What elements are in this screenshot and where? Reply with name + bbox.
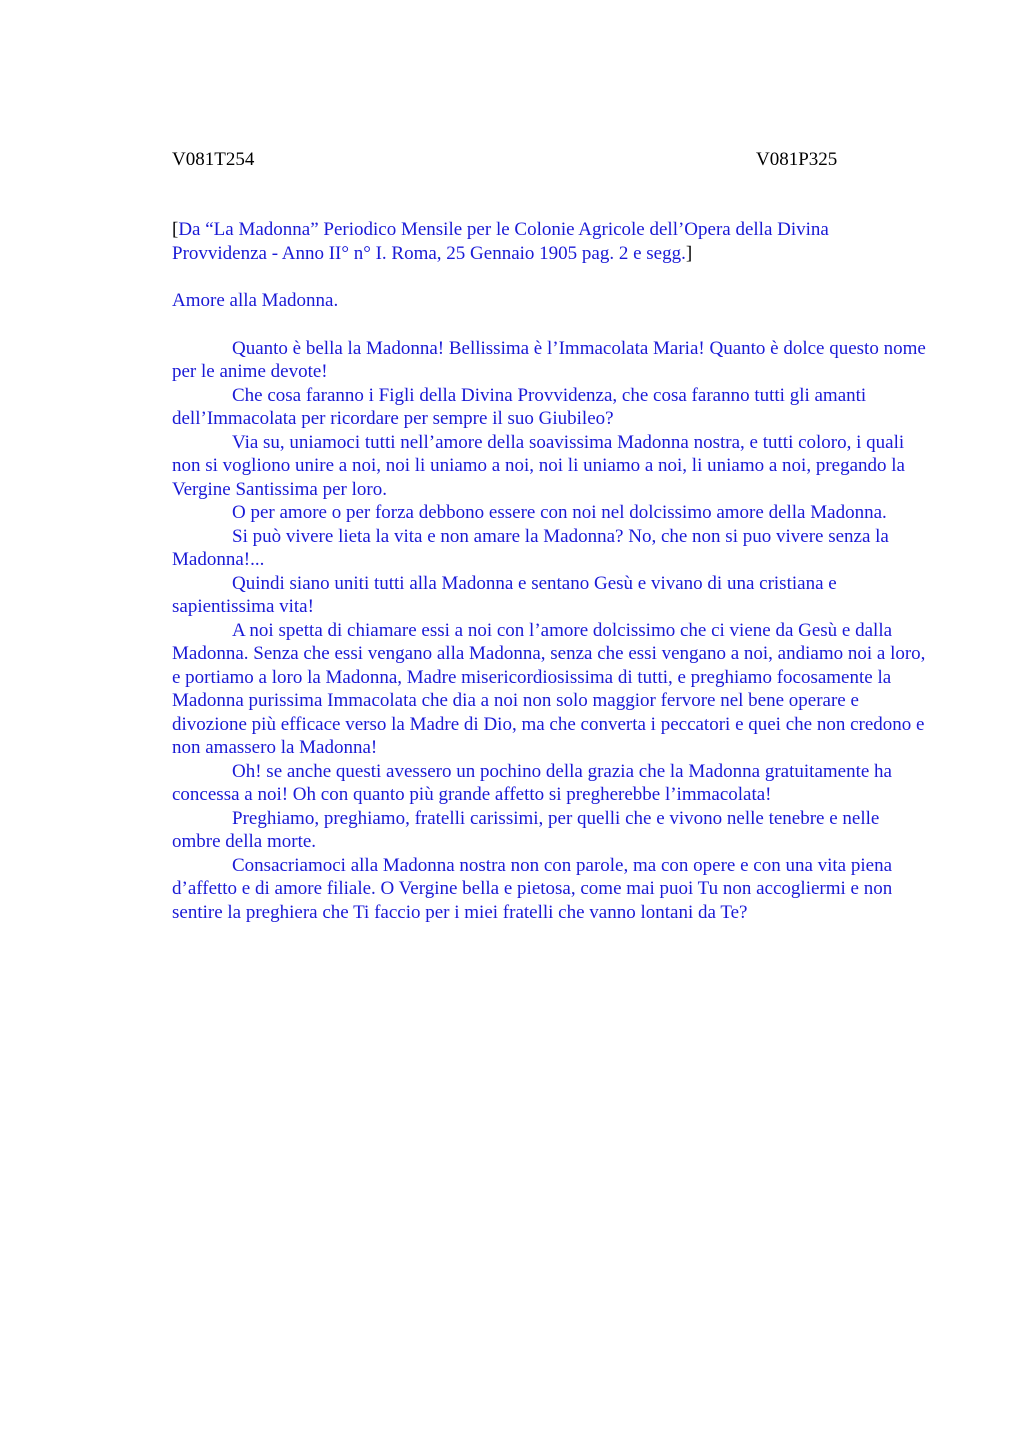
source-open-bracket: [ (172, 219, 179, 240)
source-close-bracket: ] (685, 242, 693, 264)
source-citation (172, 218, 928, 265)
paragraph-4: O per amore o per forza debbono essere con noi nel dolcissimo amore della Madonna. (232, 502, 887, 523)
paragraph-6: Quindi siano uniti tutti alla Madonna e sentano Gesù e vivano di una cristiana e sapientissima vita! (172, 572, 837, 617)
source-citation-text: Da “La Madonna” Periodico Mensile per le Colonie Agricole dell’Opera della Divina Provvidenza - Anno II° n° I. Roma, 25 Gennaio 1905 pag. 2 e segg. (172, 219, 829, 264)
paragraph-3: Via su, uniamoci tutti nell’amore della soavissima Madonna nostra, e tutti coloro, i quali non si vogliono unire a noi, noi li uniamo a noi, noi li uniamo a noi, li uniamo a noi, pregando la Vergine Santissima per loro. (172, 431, 905, 500)
paragraph-5: Si può vivere lieta la vita e non amare la Madonna? No, che non si puo vivere senza la Madonna!... (172, 525, 889, 570)
paragraph-1: Quanto è bella la Madonna! Bellissima è l’Immacolata Maria! Quanto è dolce questo nome per le anime devote! (172, 337, 926, 382)
document-code-left: V081T254 (172, 149, 255, 170)
paragraph-9: Preghiamo, preghiamo, fratelli carissimi, per quelli che e vivono nelle tenebre e nelle ombre della morte. (172, 807, 880, 852)
paragraph-7: A noi spetta di chiamare essi a noi con l’amore dolcissimo che ci viene da Gesù e dalla Madonna. Senza che essi vengano alla Madonna, senza che essi vengano a noi, andiamo noi a loro, e portiamo a loro la Madonna, Madre misericordiosissima di tutti, e preghiamo focosamente la Madonna purissima Immacolata che dia a noi non solo maggior fervore nel bene operare e divozione più efficace verso la Madre di Dio, ma che converta i peccatori e quei che non credono e non amassero la Madonna! (172, 619, 926, 758)
document-code-right: V081P325 (756, 149, 838, 170)
paragraph-10: Consacriamoci alla Madonna nostra non con parole, ma con opere e con una vita piena d’affetto e di amore filiale. O Vergine bella e pietosa, come mai puoi Tu non accogliermi e non sentire la preghiera che Ti faccio per i miei fratelli che vanno lontani da Te? (172, 854, 893, 923)
paragraph-2: Che cosa faranno i Figli della Divina Provvidenza, che cosa faranno tutti gli amanti dell’Immacolata per ricordare per sempre il suo Giubileo? (172, 384, 867, 429)
paragraph-8: Oh! se anche questi avessero un pochino della grazia che la Madonna gratuitamente ha concessa a noi! Oh con quanto più grande affetto si pregherebbe l’immacolata! (172, 760, 892, 805)
article-title: Amore alla Madonna. (172, 290, 339, 311)
document-body (172, 218, 928, 924)
